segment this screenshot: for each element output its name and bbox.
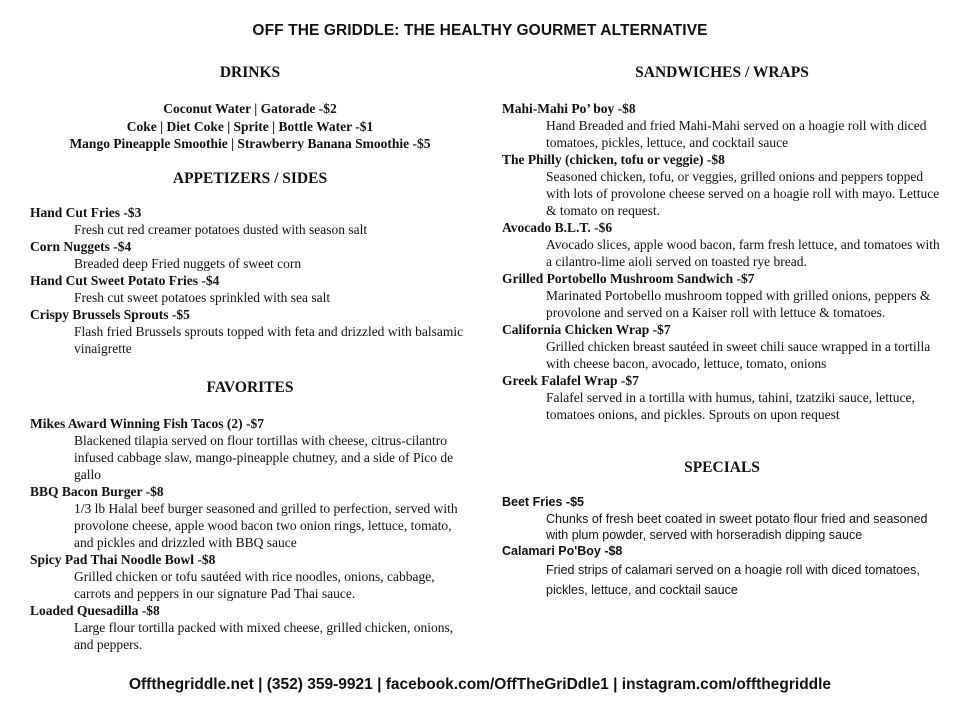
drinks-line: Coke | Diet Coke | Sprite | Bottle Water -$1 <box>126 118 374 134</box>
separator: | <box>377 676 386 693</box>
appetizers-heading: APPETIZERS / SIDES <box>172 169 328 187</box>
drinks-heading: DRINKS <box>219 64 281 81</box>
list-item <box>30 483 470 551</box>
item-description: Chunks of fresh beet coated in sweet potato flour fried and seasoned with plum powder, served with horseradish dipping sauce <box>546 512 928 542</box>
website-link[interactable]: Offthegriddle.net <box>128 676 254 693</box>
footer-contact <box>0 676 960 694</box>
item-description: Grilled chicken breast sautéed in sweet chili sauce wrapped in a tortilla with cheese bacon, avocado, lettuce, tomato, onions <box>546 339 931 371</box>
list-item <box>30 272 470 306</box>
item-description: Falafel served in a tortilla with humus, tahini, tzatziki sauce, lettuce, tomatoes onions, and pickles. Sprouts on upon request <box>546 390 915 422</box>
instagram-link[interactable]: instagram.com/offthegriddle <box>621 676 832 693</box>
item-description: Seasoned chicken, tofu, or veggies, grilled onions and peppers topped with lots of provolone cheese served on a hoagie roll with mayo. Lettuce & tomato on request. <box>546 169 940 218</box>
item-name: The Philly (chicken, tofu or veggie) -$8 <box>502 152 725 167</box>
item-description: Grilled chicken or tofu sautéed with rice noodles, onions, cabbage, carrots and peppers in our signature Pad Thai sauce. <box>74 568 435 601</box>
drinks-line: Coconut Water | Gatorade -$2 <box>163 101 337 116</box>
list-item <box>502 372 942 423</box>
item-name: Corn Nuggets -$4 <box>30 238 132 254</box>
item-name: Crispy Brussels Sprouts -$5 <box>30 306 190 322</box>
list-item <box>502 219 942 270</box>
item-name: Hand Cut Sweet Potato Fries -$4 <box>30 272 220 288</box>
list-item <box>30 415 470 483</box>
drinks-list <box>30 100 470 153</box>
separator: | <box>258 676 267 693</box>
item-description: Blackened tilapia served on flour tortillas with cheese, citrus-cilantro infused cabbage slaw, mango-pineapple chutney, and a side of Pico de gallo <box>74 432 454 482</box>
list-item <box>502 151 942 219</box>
item-description: Fried strips of calamari served on a hoagie roll with diced tomatoes, pickles, lettuce, and cocktail sauce <box>546 563 920 597</box>
item-description: Flash fried Brussels sprouts topped with feta and drizzled with balsamic vinaigrette <box>74 323 464 356</box>
item-name: Greek Falafel Wrap -$7 <box>502 373 639 388</box>
item-name: Beet Fries -$5 <box>502 495 584 509</box>
item-name: Grilled Portobello Mushroom Sandwich -$7 <box>502 271 755 286</box>
sandwiches-list <box>502 100 942 423</box>
item-description: 1/3 lb Halal beef burger seasoned and grilled to perfection, served with provolone cheese, apple wood bacon two onion rings, lettuce, tomato, and pickles and drizzled with BBQ sauce <box>74 500 458 550</box>
item-name: Mikes Award Winning Fish Tacos (2) -$7 <box>30 415 265 431</box>
specials-heading: SPECIALS <box>684 459 760 476</box>
item-description: Avocado slices, apple wood bacon, farm fresh lettuce, and tomatoes with a cilantro-lime aioli served on toasted rye bread. <box>546 237 940 269</box>
item-description: Fresh cut red creamer potatoes dusted with season salt <box>74 221 368 237</box>
favorites-list <box>30 415 470 653</box>
phone-number: (352) 359-9921 <box>266 676 373 693</box>
list-item <box>30 204 470 238</box>
sandwiches-heading: SANDWICHES / WRAPS <box>635 64 809 81</box>
list-item <box>30 306 470 357</box>
list-item <box>502 321 942 372</box>
item-description: Breaded deep Fried nuggets of sweet corn <box>74 255 302 271</box>
item-description: Fresh cut sweet potatoes sprinkled with sea salt <box>74 289 331 305</box>
item-name: California Chicken Wrap -$7 <box>502 322 671 337</box>
facebook-link[interactable]: facebook.com/OffTheGriDdle1 <box>385 676 609 693</box>
item-name: Mahi-Mahi Po’ boy -$8 <box>502 101 636 116</box>
list-item <box>30 602 470 653</box>
item-name: Loaded Quesadilla -$8 <box>30 602 160 618</box>
specials-list <box>502 494 942 600</box>
list-item <box>502 270 942 321</box>
item-description: Hand Breaded and fried Mahi-Mahi served on a hoagie roll with diced tomatoes, pickles, lettuce, and cocktail sauce <box>546 118 927 150</box>
list-item <box>30 551 470 602</box>
menu-title: OFF THE GRIDDLE: THE HEALTHY GOURMET ALTERNATIVE <box>252 22 708 39</box>
separator: | <box>613 676 622 693</box>
list-item <box>30 238 470 272</box>
item-name: Calamari Po'Boy -$8 <box>502 544 623 558</box>
left-column <box>30 64 470 653</box>
list-item <box>502 543 942 600</box>
appetizers-list <box>30 204 470 357</box>
right-column <box>502 64 942 600</box>
drinks-line: Mango Pineapple Smoothie | Strawberry Banana Smoothie -$5 <box>69 136 431 151</box>
item-name: BBQ Bacon Burger -$8 <box>30 483 164 499</box>
item-name: Avocado B.L.T. -$6 <box>502 220 613 235</box>
item-description: Marinated Portobello mushroom topped with grilled onions, peppers & provolone and served on a Kaiser roll with lettuce & tomatoes. <box>546 288 931 320</box>
item-name: Hand Cut Fries -$3 <box>30 204 142 220</box>
list-item <box>502 494 942 543</box>
item-name: Spicy Pad Thai Noodle Bowl -$8 <box>30 551 216 567</box>
item-description: Large flour tortilla packed with mixed cheese, grilled chicken, onions, and peppers. <box>74 619 454 652</box>
favorites-heading: FAVORITES <box>206 378 294 396</box>
list-item <box>502 100 942 151</box>
